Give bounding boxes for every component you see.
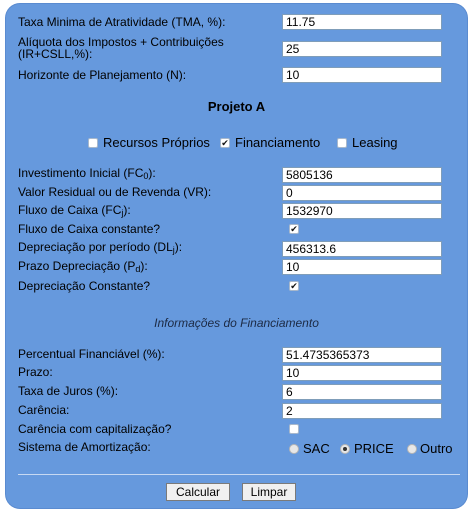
fluxo-input[interactable] xyxy=(282,203,442,219)
aliquota-label-line2: (IR+CSLL,%): xyxy=(18,47,93,61)
project-title: Projeto A xyxy=(207,99,266,114)
prazo-depreciacao-input[interactable] xyxy=(282,259,442,275)
limpar-button[interactable]: Limpar xyxy=(242,483,296,501)
price-label: PRICE xyxy=(354,441,394,456)
financiamento-label: Financiamento xyxy=(235,135,321,150)
price-radio[interactable] xyxy=(340,444,350,454)
percentual-input[interactable] xyxy=(282,347,442,363)
recursos-proprios-checkbox[interactable] xyxy=(88,138,98,148)
prazo-label: Prazo: xyxy=(18,365,53,379)
horizonte-label: Horizonte de Planejamento (N): xyxy=(18,68,187,82)
divider xyxy=(18,474,460,475)
prazo-depreciacao-label: Prazo Depreciação $(P_d)$: xyxy=(18,259,148,274)
financiamento-checkbox[interactable] xyxy=(220,138,230,148)
fluxo-label: Fluxo de Caixa $(FC_j)$: xyxy=(18,203,131,218)
depreciacao-input[interactable] xyxy=(282,241,442,257)
leasing-checkbox[interactable] xyxy=(337,138,347,148)
depreciacao-constante-checkbox[interactable] xyxy=(289,281,299,291)
carencia-input[interactable] xyxy=(282,403,442,419)
leasing-label: Leasing xyxy=(352,135,398,150)
fluxo-constante-checkbox[interactable] xyxy=(289,224,299,234)
residual-input[interactable] xyxy=(282,185,442,201)
calcular-button[interactable]: Calcular xyxy=(166,483,230,501)
investimento-input[interactable] xyxy=(282,167,442,183)
depreciacao-constante-label: Depreciação Constante? xyxy=(18,279,151,293)
tma-input[interactable] xyxy=(282,14,442,30)
tma-label: Taxa Minima de Atratividade (TMA, %): xyxy=(18,15,226,29)
carencia-capitalizacao-label: Carência com capitalização? xyxy=(18,422,172,436)
juros-input[interactable] xyxy=(282,384,442,400)
sac-radio[interactable] xyxy=(289,444,299,454)
outro-label: Outro xyxy=(420,441,453,456)
investimento-label: Investimento Inicial $(FC_0)$: xyxy=(18,166,156,181)
residual-label: Valor Residual ou de Revenda (VR): xyxy=(18,185,212,199)
percentual-label: Percentual Financiável (%): xyxy=(18,347,165,361)
amortizacao-label: Sistema de Amortização: xyxy=(18,440,151,454)
form-panel xyxy=(6,4,467,508)
aliquota-input[interactable] xyxy=(282,41,442,57)
prazo-input[interactable] xyxy=(282,365,442,381)
outro-radio[interactable] xyxy=(407,444,417,454)
carencia-capitalizacao-checkbox[interactable] xyxy=(289,424,299,434)
fluxo-constante-label: Fluxo de Caixa constante? xyxy=(18,222,161,236)
horizonte-input[interactable] xyxy=(282,67,442,83)
sac-label: SAC xyxy=(303,441,330,456)
recursos-proprios-label: Recursos Próprios xyxy=(103,135,210,150)
depreciacao-label: Depreciação por período $(DL_j)$: xyxy=(18,240,183,255)
carencia-label: Carência: xyxy=(18,403,70,417)
aliquota-label-line1: Alíquota dos Impostos + Contribuições xyxy=(18,35,224,49)
juros-label: Taxa de Juros (%): xyxy=(18,384,119,398)
financiamento-title: Informações do Financiamento xyxy=(154,316,319,330)
